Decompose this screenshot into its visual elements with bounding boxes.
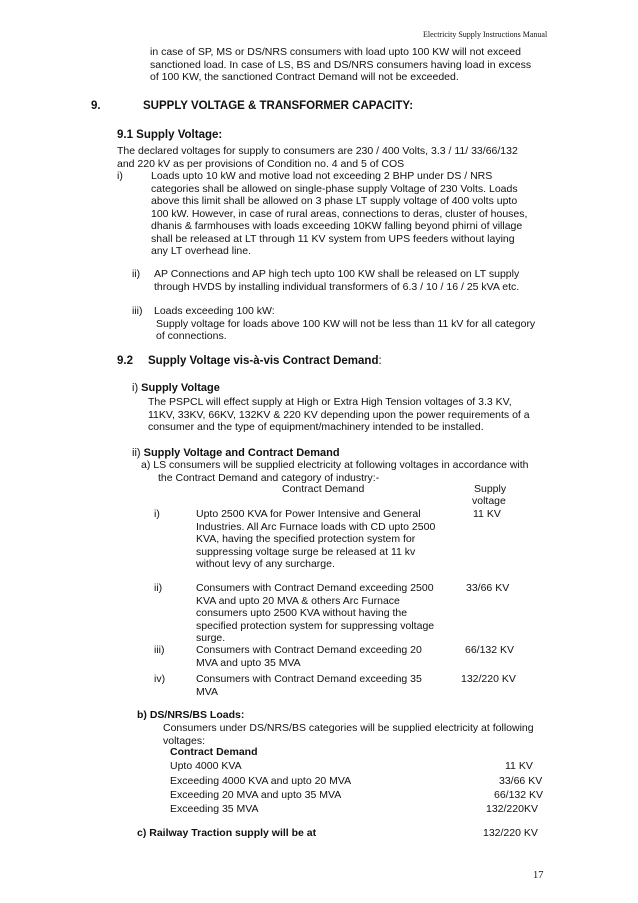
- table-header-supply: Supply: [474, 483, 507, 495]
- subsection-intro: [117, 145, 547, 170]
- table-row-voltage: 132/220 KV: [461, 673, 516, 685]
- railway-traction-label: c) Railway Traction supply will be at: [137, 827, 317, 839]
- text-line: The declared voltages for supply to consumers are 230 / 400 Volts, 3.3 / 11/ 33/66/132: [117, 145, 518, 157]
- ds-row-value: 66/132 KV: [494, 789, 544, 801]
- ds-row-value: 132/220KV: [486, 803, 538, 815]
- text-line: Loads exceeding 100 kW:: [154, 305, 275, 317]
- table-row-number: i): [154, 508, 160, 520]
- list-item-text: [154, 305, 547, 343]
- text-line: shall be released at LT through 11 KV system from UPS feeders without laying: [151, 232, 515, 245]
- text-line: in case of SP, MS or DS/NRS consumers with load upto 100 KW will not exceed: [150, 46, 521, 58]
- text-line: through HVDS by installing individual transformers of 6.3 / 10 / 16 / 25 kVA etc.: [154, 280, 520, 293]
- text-line: The PSPCL will effect supply at High or Extra High Tension voltages of 3.3 KV,: [148, 396, 512, 408]
- text-line: surge.: [196, 632, 226, 644]
- section-number: 9.: [91, 100, 101, 112]
- table-row-description: [196, 582, 443, 645]
- intro-paragraph: [150, 46, 546, 84]
- table-row-number: iv): [154, 673, 166, 685]
- section-heading: SUPPLY VOLTAGE & TRANSFORMER CAPACITY:: [143, 100, 414, 112]
- text-line: KVA and upto 20 MVA & others Arc Furnace: [196, 594, 400, 607]
- text-line: 11KV, 33KV, 66KV, 132KV & 220 KV depending upon the power requirements of a: [148, 408, 530, 421]
- text-line: Consumers with Contract Demand exceeding 2500: [196, 582, 434, 594]
- text-line: above this limit shall be allowed on 3 phase LT supply voltage of 400 volts upto: [151, 195, 518, 207]
- list-item-text: [151, 170, 547, 258]
- table-row-description: [196, 673, 443, 698]
- text-line: dhanis & farmhouses with loads exceeding 10KW falling beyond phirni of village: [151, 220, 523, 232]
- text-line: Consumers with Contract Demand exceeding 35: [196, 673, 422, 685]
- table-row-number: ii): [154, 582, 163, 594]
- list-number: iii): [132, 305, 143, 317]
- text-line: KVA, having the specified protection system for: [196, 533, 416, 545]
- text-line: a) LS consumers will be supplied electricity at following voltages in accordance with: [141, 459, 529, 471]
- table-row-voltage: 33/66 KV: [466, 582, 510, 594]
- text-line: suppressing voltage surge be released at 11 kv: [196, 545, 416, 558]
- item-title: Supply Voltage: [141, 382, 220, 394]
- table-header-contract-demand: Contract Demand: [282, 483, 365, 495]
- ds-row-label: Exceeding 20 MVA and upto 35 MVA: [170, 789, 342, 801]
- item-prefix: ii): [132, 447, 144, 459]
- ds-nrs-bs-heading: b) DS/NRS/BS Loads:: [137, 709, 245, 721]
- subsection-number: 9.2: [117, 355, 133, 367]
- text-line: consumer and the type of equipment/machinery intended to be installed.: [148, 421, 484, 433]
- text-line: 100 kW. However, in case of rural areas, connections to deras, cluster of houses,: [151, 207, 528, 220]
- text-line: specified protection system for suppressing voltage: [196, 619, 435, 632]
- text-line: consumers upto 2500 KVA without having the: [196, 607, 408, 619]
- ds-row-label: Upto 4000 KVA: [170, 760, 242, 772]
- text-line: of 100 KW, the sanctioned Contract Demand will not be exceeded.: [150, 71, 459, 83]
- list-item-text: [154, 268, 547, 293]
- subsection-title: Supply Voltage vis-à-vis Contract Demand: [148, 355, 379, 367]
- supply-voltage-heading: [132, 382, 220, 394]
- subsection-heading: 9.1 Supply Voltage:: [117, 129, 223, 141]
- table-row-number: iii): [154, 644, 165, 656]
- text-line: Industries. All Arc Furnace loads with CD upto 2500: [196, 520, 436, 533]
- table-header-voltage: voltage: [472, 495, 506, 507]
- text-line: MVA and upto 35 MVA: [196, 656, 301, 669]
- list-number: ii): [132, 268, 141, 280]
- list-number: i): [117, 170, 123, 182]
- ds-row-label: Exceeding 4000 KVA and upto 20 MVA: [170, 775, 352, 787]
- text-line: of connections.: [156, 330, 227, 342]
- text-line: Consumers under DS/NRS/BS categories will be supplied electricity at following: [163, 722, 534, 734]
- supply-voltage-paragraph: [148, 396, 546, 434]
- table-row-description: [196, 508, 443, 571]
- text-line: the Contract Demand and category of industry:-: [158, 471, 380, 484]
- ds-contract-demand-heading: Contract Demand: [170, 746, 258, 758]
- item-prefix: i): [132, 382, 142, 394]
- ds-row-value: 33/66 KV: [499, 775, 543, 787]
- table-row-description: [196, 644, 443, 669]
- ls-consumers-paragraph: [141, 459, 547, 484]
- text-line: Loads upto 10 kW and motive load not exceeding 2 BHP under DS / NRS: [151, 170, 493, 182]
- ds-row-value: 11 KV: [505, 760, 533, 772]
- text-line: sanctioned load. In case of LS, BS and DS/NRS consumers having load in excess: [150, 58, 532, 71]
- text-line: MVA: [196, 685, 218, 698]
- subsection-colon: :: [378, 355, 382, 367]
- text-line: Supply voltage for loads above 100 KW will not be less than 11 kV for all category: [156, 317, 536, 330]
- text-line: AP Connections and AP high tech upto 100 KW shall be released on LT supply: [154, 268, 520, 280]
- ds-nrs-bs-paragraph: [163, 722, 547, 747]
- text-line: Consumers with Contract Demand exceeding 20: [196, 644, 422, 656]
- ds-row-label: Exceeding 35 MVA: [170, 803, 259, 815]
- page-number: 17: [533, 870, 544, 881]
- contract-demand-heading: [132, 447, 340, 459]
- text-line: voltages:: [163, 734, 206, 747]
- running-header: Electricity Supply Instructions Manual: [423, 30, 548, 39]
- text-line: and 220 kV as per provisions of Condition no. 4 and 5 of COS: [117, 157, 405, 170]
- text-line: without levy of any surcharge.: [196, 558, 335, 570]
- subsection-heading: [148, 355, 382, 367]
- table-row-voltage: 66/132 KV: [465, 644, 515, 656]
- item-title: Supply Voltage and Contract Demand: [143, 447, 340, 459]
- table-row-voltage: 11 KV: [473, 508, 501, 520]
- text-line: any LT overhead line.: [151, 245, 252, 257]
- text-line: categories shall be allowed on single-phase supply Voltage of 230 Volts. Loads: [151, 182, 518, 195]
- text-line: Upto 2500 KVA for Power Intensive and General: [196, 508, 421, 520]
- railway-traction-value: 132/220 KV: [483, 827, 538, 839]
